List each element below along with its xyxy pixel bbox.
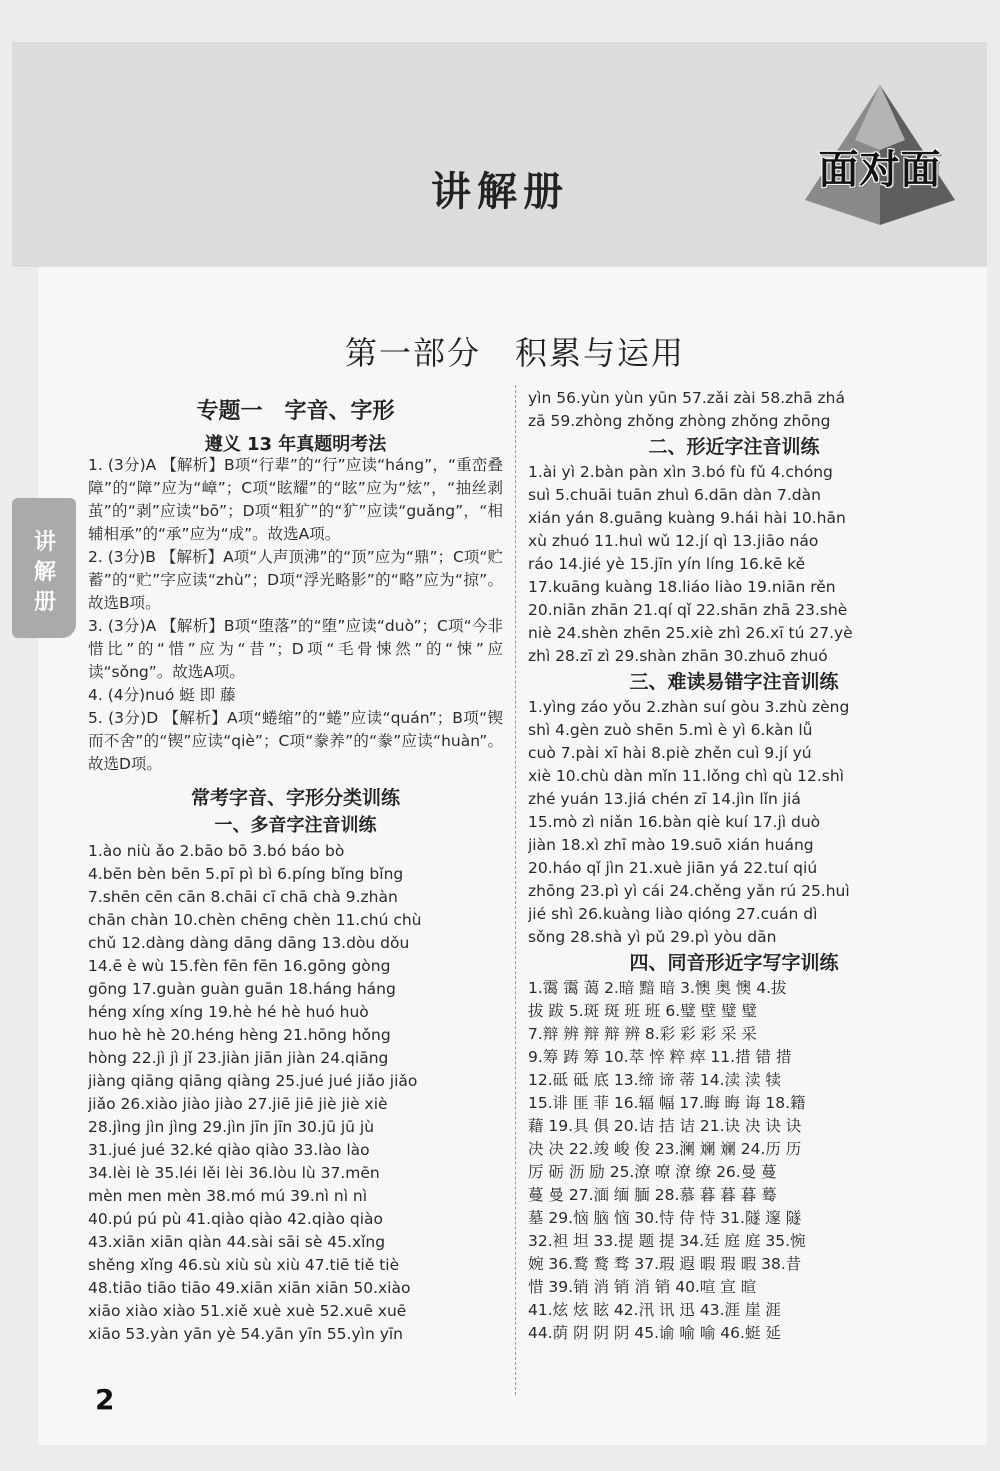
answer-line: shěng xǐng 46.sù xiù sù xiù 47.tiē tiě tiè bbox=[88, 1256, 400, 1274]
answer-line: 4.bēn bèn bēn 5.pī pì bì 6.píng bǐng bǐng bbox=[88, 865, 404, 883]
answer-line: chǔ 12.dàng dàng dāng dāng 13.dòu dǒu bbox=[88, 934, 410, 952]
answer-line: zhōng 23.pì yì cái 24.chěng yǎn rú 25.huì bbox=[528, 882, 850, 900]
answer-line: niè 24.shèn zhēn 25.xiè zhì 26.xī tú 27.yè bbox=[528, 624, 853, 642]
answer-line: 墓 29.恼 脑 恼 30.恃 侍 恃 31.隧 邃 隧 bbox=[528, 1209, 802, 1227]
answer-line: 1.ào niù ǎo 2.bāo bō 3.bó báo bò bbox=[88, 842, 345, 860]
side-tab-label: 讲解册 bbox=[33, 530, 56, 615]
answer-line: xiāo xiào xiào 51.xiě xuè xuè 52.xuē xuē bbox=[88, 1302, 407, 1320]
answer-line: xù zhuó 11.huì wǔ 12.jí qì 13.jiāo náo bbox=[528, 532, 819, 550]
answer-line: mèn men mèn 38.mó mú 39.nì nì nì bbox=[88, 1187, 368, 1205]
page-number: 2 bbox=[95, 1383, 115, 1416]
answer-line: suì 5.chuāi tuān zhuì 6.dān dàn 7.dàn bbox=[528, 486, 821, 504]
section-heading: 二、形近字注音训练 bbox=[648, 436, 820, 458]
answer-line: 7.辩 辨 辩 辩 辨 8.彩 彩 彩 采 采 bbox=[528, 1025, 757, 1043]
answer-line: 44.荫 阴 阴 阴 45.谕 喻 喻 46.蜓 延 bbox=[528, 1324, 781, 1342]
answer-line: 15.mò zì niǎn 16.bàn qiè kuí 17.jì duò bbox=[528, 813, 821, 831]
answer-line: shì 4.gèn zuò shēn 5.mì è yì 6.kàn lǚ bbox=[528, 721, 813, 739]
answer-item: 3. (3分)A 【解析】B项“堕落”的“堕”应读“duò”；C项“今非惜比”的“惜”应为“昔”；D项“毛骨悚然”的“悚”应读“sǒng”。故选A项。 bbox=[88, 617, 503, 681]
answer-line: 婉 36.鹜 鹜 骛 37.瑕 遐 暇 瑕 暇 38.昔 bbox=[528, 1255, 802, 1273]
answer-line: 31.jué jué 32.ké qiào qiào 33.lào lào bbox=[88, 1141, 370, 1159]
book-title: 讲解册 bbox=[431, 169, 569, 215]
answer-line: 28.jìng jìn jìng 29.jìn jīn jīn 30.jū jū jù bbox=[88, 1118, 375, 1136]
topic-subtitle: 遵义 13 年真题明考法 bbox=[204, 434, 387, 455]
answer-line: 拔 跋 5.斑 斑 班 班 6.璧 壁 璧 璧 bbox=[528, 1002, 757, 1020]
answer-line: gōng 17.guàn guàn guān 18.háng háng bbox=[88, 980, 396, 998]
answer-line: sǒng 28.shà yì pǔ 29.pì yòu dān bbox=[528, 928, 777, 946]
part-title: 第一部分 积累与运用 bbox=[344, 334, 685, 372]
answer-line: 1.ài yì 2.bàn pàn xìn 3.bó fù fǔ 4.chóng bbox=[528, 463, 833, 481]
section-heading: 四、同音形近字写字训练 bbox=[629, 952, 839, 974]
answer-item: 5. (3分)D 【解析】A项“蜷缩”的“蜷”应读“quán”；B项“锲而不舍”的“锲”应读“qiè”；C项“豢养”的“豢”应读“huàn”。故选D项。 bbox=[88, 709, 503, 773]
answer-line: zhé yuán 13.jiá chén zī 14.jìn lǐn jiá bbox=[528, 790, 801, 808]
answer-line: ráo 14.jié yè 15.jīn yín líng 16.kē kě bbox=[528, 555, 806, 573]
answer-item: 1. (3分)A 【解析】B项“行辈”的“行”应读“háng”，“重峦叠障”的“障”应为“嶂”；C项“眩耀”的“眩”应为“炫”，“抽丝剥茧”的“剥”应读“bō”；D项“粗犷”的“犷”应读“guǎng”，“相辅相承”的“承”应为“成”。故选A项。 bbox=[88, 456, 503, 543]
answer-line: 1.yìng záo yǒu 2.zhàn suí gòu 3.zhù zèng bbox=[528, 698, 850, 716]
answer-line: 15.诽 匪 菲 16.辐 幅 17.晦 晦 诲 18.籍 bbox=[528, 1094, 806, 1112]
answer-line: 7.shēn cēn cān 8.chāi cī chā chà 9.zhàn bbox=[88, 888, 398, 906]
brand-logo bbox=[800, 80, 960, 230]
answer-item: 4. (4分)nuó 蜓 即 藤 bbox=[88, 686, 236, 704]
logo-text: 面对面 bbox=[818, 147, 942, 193]
answer-line: jiǎo 26.xiào jiào jiào 27.jiē jiē jiè jiè xiè bbox=[88, 1095, 388, 1113]
answer-line: jiàn 18.xì zhī mào 19.suō xián huáng bbox=[528, 836, 814, 854]
answer-line: 41.炫 炫 眩 42.汛 讯 迅 43.涯 崖 涯 bbox=[528, 1301, 781, 1319]
answer-line: jié shì 26.kuàng liào qióng 27.cuán dì bbox=[528, 905, 818, 923]
topic-heading: 专题一 字音、字形 bbox=[196, 399, 395, 424]
answer-line: 12.砥 砥 底 13.缔 谛 蒂 14.渎 渎 犊 bbox=[528, 1071, 781, 1089]
answer-line: 43.xiān xiān qiàn 44.sài sāi sè 45.xǐng bbox=[88, 1233, 386, 1251]
answer-line: zā 59.zhòng zhǒng zhòng zhǒng zhōng bbox=[528, 412, 831, 430]
answer-line: 藉 19.具 俱 20.诘 拮 诘 21.诀 决 诀 诀 bbox=[528, 1117, 802, 1135]
answer-line: yìn 56.yùn yùn yūn 57.zǎi zài 58.zhā zhá bbox=[528, 389, 846, 407]
section-heading: 三、难读易错字注音训练 bbox=[629, 671, 839, 693]
answer-line: 17.kuāng kuàng 18.liáo liào 19.niān rěn bbox=[528, 578, 836, 596]
answer-line: huo hè hè 20.héng hèng 21.hōng hǒng bbox=[88, 1026, 391, 1044]
column-divider bbox=[515, 385, 516, 1395]
answer-line: 32.袒 坦 33.提 题 提 34.廷 庭 庭 35.惋 bbox=[528, 1232, 806, 1250]
answer-line: 1.霭 霭 蔼 2.暗 黯 暗 3.懊 奥 懊 4.拔 bbox=[528, 979, 787, 997]
right-column bbox=[528, 387, 940, 1345]
answer-line: 9.筹 踌 筹 10.萃 悴 粹 瘁 11.措 错 措 bbox=[528, 1048, 792, 1066]
answer-item: 2. (3分)B 【解析】A项“人声顶沸”的“顶”应为“鼎”；C项“贮蓄”的“贮”字应读“zhù”；D项“浮光略影”的“略”应为“掠”。故选B项。 bbox=[88, 548, 503, 612]
left-column bbox=[88, 454, 503, 1346]
answer-line: 厉 砺 沥 励 25.潦 嘹 潦 缭 26.曼 蔓 bbox=[528, 1163, 777, 1181]
answer-line: jiàng qiāng qiāng qiàng 25.jué jué jiǎo jiǎo bbox=[88, 1072, 418, 1090]
answer-line: zhì 28.zī zì 29.shàn zhān 30.zhuō zhuó bbox=[528, 647, 828, 665]
answer-line: 48.tiāo tiāo tiāo 49.xiān xiān xiān 50.xiào bbox=[88, 1279, 411, 1297]
answer-line: 34.lèi lè 35.léi lěi lèi 36.lòu lù 37.mēn bbox=[88, 1164, 380, 1182]
answer-line: xián yán 8.guāng kuàng 9.hái hài 10.hān bbox=[528, 509, 846, 527]
answer-line: héng xíng xíng 19.hè hé hè huó huò bbox=[88, 1003, 369, 1021]
answer-line: xiè 10.chù dàn mǐn 11.lǒng chì qù 12.shì bbox=[528, 767, 844, 785]
answer-line: 20.háo qǐ jìn 21.xuè jiān yá 22.tuí qiú bbox=[528, 859, 818, 877]
answer-line: 决 决 22.竣 峻 俊 23.澜 斓 斓 24.历 历 bbox=[528, 1140, 802, 1158]
answer-line: cuò 7.pài xī hài 8.piè zhěn cuì 9.jí yú bbox=[528, 744, 812, 762]
answer-line: 惜 39.销 消 销 消 销 40.喧 宣 暄 bbox=[528, 1278, 757, 1296]
training-heading: 常考字音、字形分类训练 bbox=[190, 787, 400, 809]
answer-line: chān chàn 10.chèn chēng chèn 11.chú chù bbox=[88, 911, 422, 929]
answer-line: 14.ē è wù 15.fèn fēn fēn 16.gōng gòng bbox=[88, 957, 391, 975]
answer-line: 20.niān zhān 21.qí qǐ 22.shān zhā 23.shè bbox=[528, 601, 848, 619]
answer-line: 蔓 曼 27.湎 缅 腼 28.慕 暮 暮 暮 蓦 bbox=[528, 1186, 777, 1204]
answer-line: xiāo 53.yàn yān yè 54.yān yīn 55.yìn yīn bbox=[88, 1325, 404, 1343]
answer-line: hòng 22.jì jì jǐ 23.jiàn jiān jiàn 24.qiāng bbox=[88, 1049, 389, 1067]
answer-line: 40.pú pú pù 41.qiào qiào 42.qiào qiào bbox=[88, 1210, 384, 1228]
section-heading: 一、多音字注音训练 bbox=[214, 815, 377, 836]
